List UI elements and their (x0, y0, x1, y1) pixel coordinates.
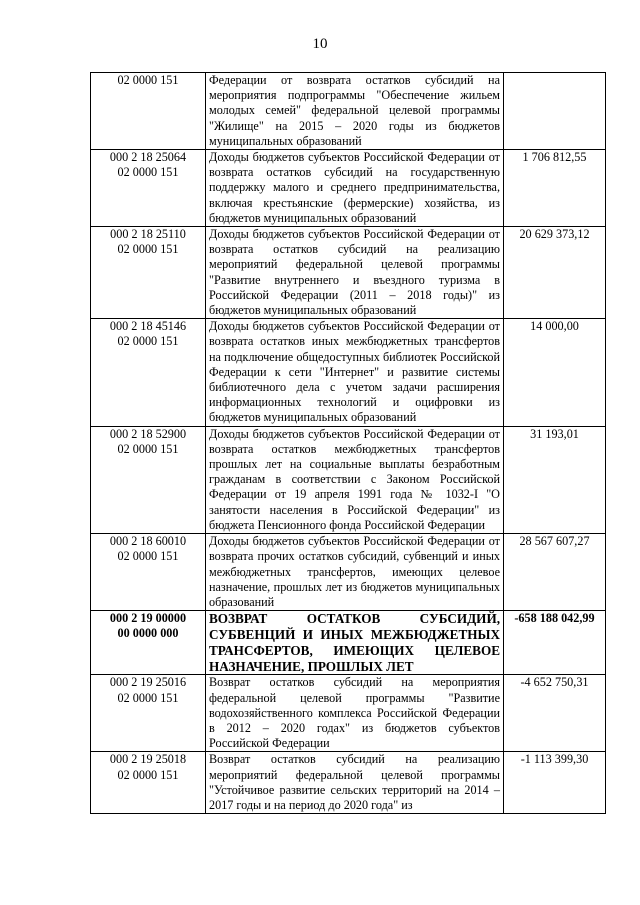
amount-cell: 14 000,00 (504, 319, 606, 426)
table-row (91, 150, 606, 227)
budget-table (90, 72, 606, 814)
budget-code-part-1: 000 2 19 25018 (109, 752, 187, 767)
budget-code-part-2: 00 0000 000 (117, 626, 179, 641)
amount-cell (504, 73, 606, 150)
description-cell: Возврат остатков субсидий на реализацию мероприятий федеральной целевой программы "Устойчивое развитие сельских территорий на 2014 – 2017 годы и на период до 2020 года" из (206, 752, 504, 814)
description-cell: ВОЗВРАТ ОСТАТКОВ СУБСИДИЙ, СУБВЕНЦИЙ И ИНЫХ МЕЖБЮДЖЕТНЫХ ТРАНСФЕРТОВ, ИМЕЮЩИХ ЦЕЛЕВОЕ НАЗНАЧЕНИЕ, ПРОШЛЫХ ЛЕТ (206, 611, 504, 675)
description-cell: Доходы бюджетов субъектов Российской Федерации от возврата остатков субсидий на реализацию мероприятий федеральной целевой программы "Развитие внутреннего и въездного туризма в Российской Федерации (2011 – 2018 годы)" из бюджетов муниципальных образований (206, 227, 504, 319)
table-row (91, 227, 606, 319)
amount-cell: -1 113 399,30 (504, 752, 606, 814)
budget-code-part-1: 000 2 18 52900 (109, 426, 187, 441)
amount-cell: 1 706 812,55 (504, 150, 606, 227)
amount-cell: 20 629 373,12 (504, 227, 606, 319)
budget-code-part-2: 02 0000 151 (117, 441, 179, 456)
budget-code-part-1: 000 2 18 25110 (110, 227, 186, 242)
amount-cell: -4 652 750,31 (504, 675, 606, 752)
budget-code-cell (91, 675, 206, 752)
table-row (91, 319, 606, 426)
description-cell: Доходы бюджетов субъектов Российской Федерации от возврата прочих остатков субсидий, субвенций и иных межбюджетных трансфертов, имеющих целевое назначение, прошлых лет из бюджетов муниципальных образований (206, 534, 504, 611)
table-row (91, 611, 606, 675)
table-row (91, 752, 606, 814)
table-row (91, 675, 606, 752)
description-cell: Доходы бюджетов субъектов Российской Федерации от возврата остатков иных межбюджетных трансфертов на подключение общедоступных библиотек Российской Федерации к сети "Интернет" и развитие системы библиотечного дела с учетом задачи расширения информационных технологий и оцифровки из бюджетов муниципальных образований (206, 319, 504, 426)
budget-code-part-2: 02 0000 151 (117, 690, 179, 705)
budget-code-part-1: 000 2 18 60010 (109, 534, 187, 549)
budget-code-cell (91, 426, 206, 533)
budget-code-part-2: 02 0000 151 (117, 73, 179, 87)
budget-code-part-2: 02 0000 151 (117, 767, 179, 782)
budget-table-body (91, 73, 606, 814)
budget-code-cell (91, 150, 206, 227)
amount-cell: 31 193,01 (504, 426, 606, 533)
budget-code-cell (91, 534, 206, 611)
table-row (91, 73, 606, 150)
description-cell: Федерации от возврата остатков субсидий на мероприятия подпрограммы "Обеспечение жильем молодых семей" федеральной целевой программы "Жилище" на 2015 – 2020 годы из бюджетов муниципальных образований (206, 73, 504, 150)
budget-code-part-1: 000 2 18 25064 (109, 150, 187, 165)
page-number: 10 (312, 36, 328, 52)
budget-code-cell (91, 752, 206, 814)
description-cell: Возврат остатков субсидий на мероприятия федеральной целевой программы "Развитие водохозяйственного комплекса Российской Федерации в 2012 – 2020 годах" из бюджетов субъектов Российской Федерации (206, 675, 504, 752)
amount-cell: -658 188 042,99 (504, 611, 606, 675)
budget-code-cell (91, 611, 206, 675)
table-row (91, 426, 606, 533)
budget-code-cell (91, 319, 206, 426)
budget-code-part-2: 02 0000 151 (117, 334, 179, 349)
budget-code-cell (91, 73, 206, 150)
description-cell: Доходы бюджетов субъектов Российской Федерации от возврата остатков субсидий на государственную поддержку малого и среднего предпринимательства, включая крестьянские (фермерские) хозяйства, из бюджетов муниципальных образований (206, 150, 504, 227)
amount-cell: 28 567 607,27 (504, 534, 606, 611)
budget-code-part-2: 02 0000 151 (117, 242, 179, 257)
budget-code-part-1: 000 2 18 45146 (109, 319, 187, 334)
budget-code-cell (91, 227, 206, 319)
budget-code-part-2: 02 0000 151 (117, 165, 179, 180)
table-row (91, 534, 606, 611)
budget-code-part-1: 000 2 19 25016 (109, 675, 187, 690)
budget-code-part-1: 000 2 19 00000 (109, 611, 187, 626)
budget-code-part-2: 02 0000 151 (117, 549, 179, 564)
description-cell: Доходы бюджетов субъектов Российской Федерации от возврата остатков межбюджетных трансфертов прошлых лет на социальные выплаты безработным гражданам в соответствии с Законом Российской Федерации от 19 апреля 1991 года № 1032-I "О занятости населения в Российской Федерации" из бюджета Пенсионного фонда Российской Федерации (206, 426, 504, 533)
